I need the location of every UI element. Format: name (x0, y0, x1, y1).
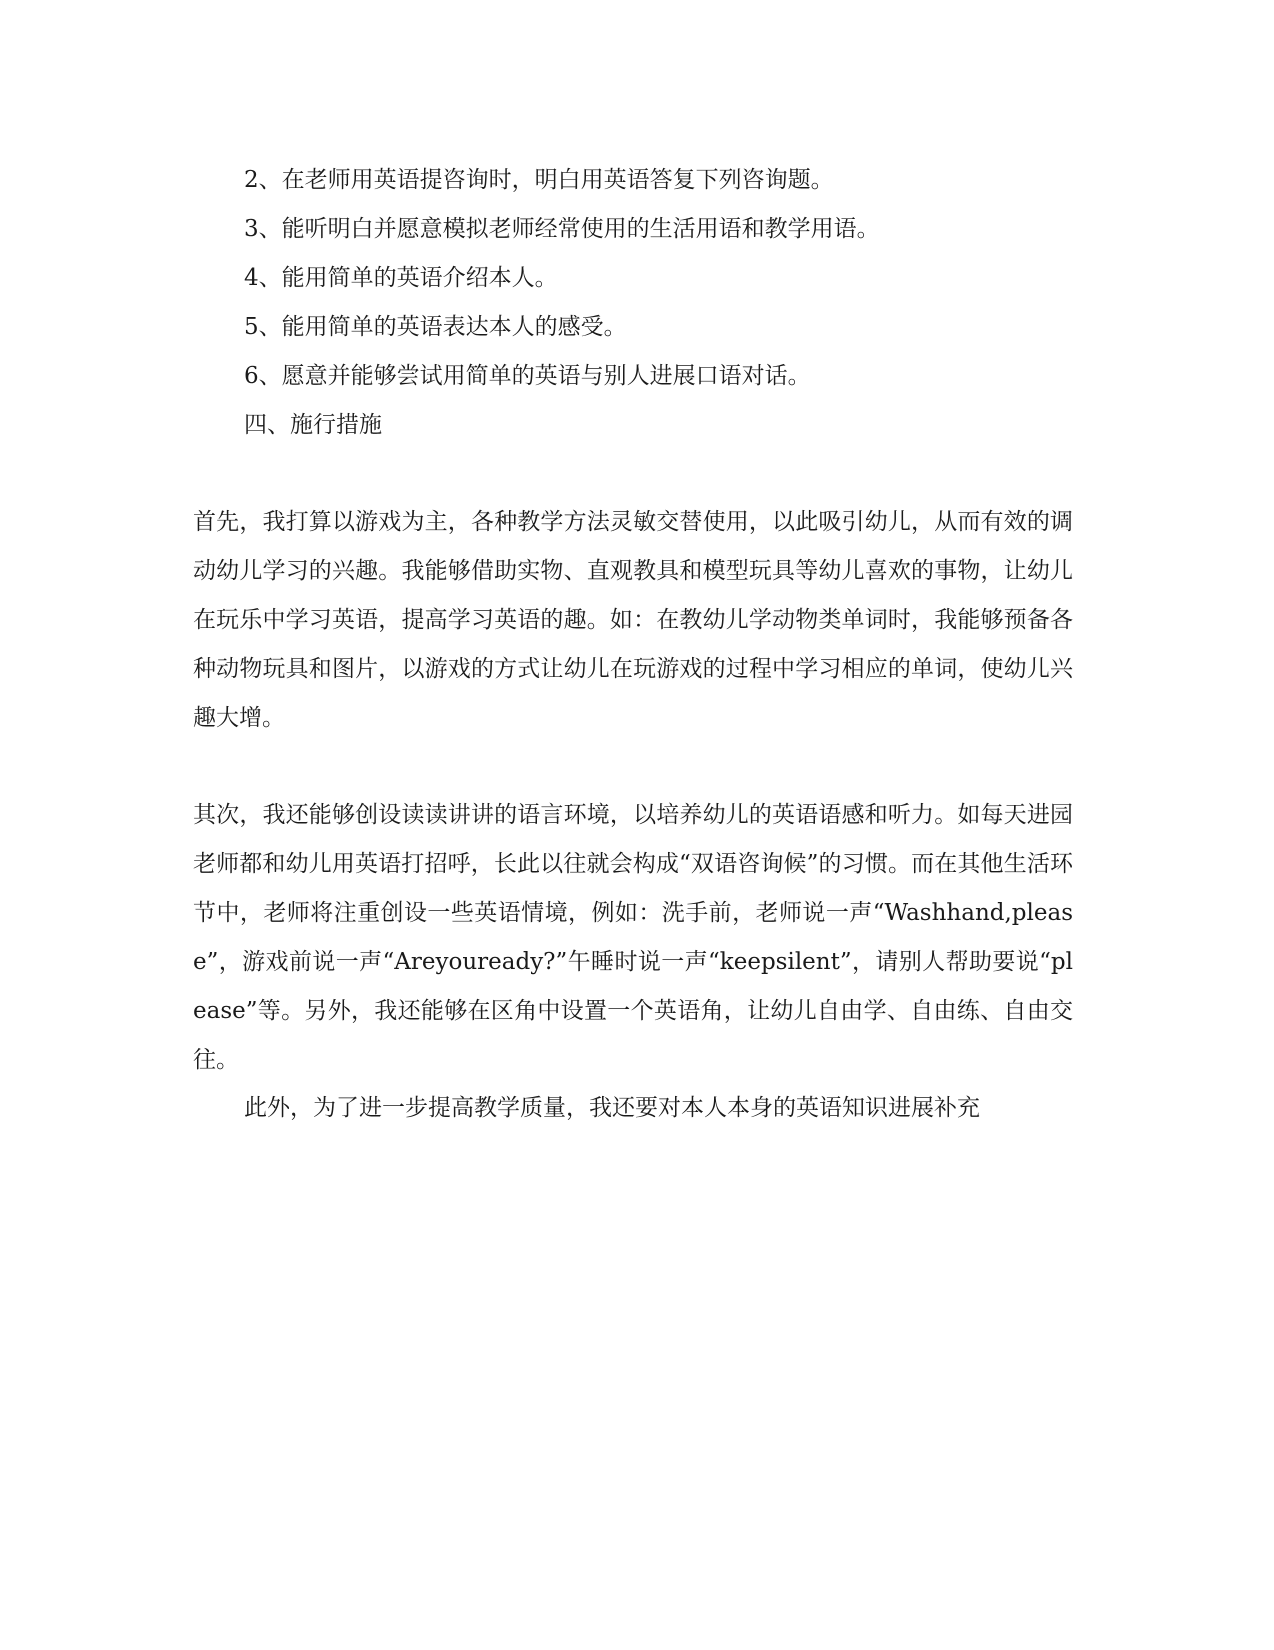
list-item: 6、愿意并能够尝试用简单的英语与别人进展口语对话。 (244, 363, 811, 389)
paragraph-games-method: 首先，我打算以游戏为主，各种教学方法灵敏交替使用，以此吸引幼儿，从而有效的调动幼儿学习的兴趣。我能够借助实物、直观教具和模型玩具等幼儿喜欢的事物，让幼儿在玩乐中学习英语，提高学习英语的趣。如：在教幼儿学动物类单词时，我能够预备各种动物玩具和图片，以游戏的方式让幼儿在玩游戏的过程中学习相应的单词，使幼儿兴趣大增。 (193, 509, 1073, 731)
paragraph-self-improvement: 此外，为了进一步提高教学质量，我还要对本人本身的英语知识进展补充 (244, 1095, 980, 1121)
section-heading: 四、施行措施 (244, 412, 382, 438)
list-item: 5、能用简单的英语表达本人的感受。 (244, 314, 627, 340)
list-item: 2、在老师用英语提咨询时，明白用英语答复下列咨询题。 (244, 167, 834, 193)
list-item: 3、能听明白并愿意模拟老师经常使用的生活用语和教学用语。 (244, 216, 880, 242)
goals-list (244, 156, 1144, 450)
list-item: 4、能用简单的英语介绍本人。 (244, 265, 558, 291)
paragraph-language-environment: 其次，我还能够创设读读讲讲的语言环境，以培养幼儿的英语语感和听力。如每天进园老师都和幼儿用英语打招呼，长此以往就会构成“双语咨询候”的习惯。而在其他生活环节中，老师将注重创设一些英语情境，例如：洗手前，老师说一声“Washhand,please”，游戏前说一声“Areyouready?”午睡时说一声“keepsilent”，请别人帮助要说“please”等。另外，我还能够在区角中设置一个英语角，让幼儿自由学、自由练、自由交往。 (193, 802, 1073, 1073)
